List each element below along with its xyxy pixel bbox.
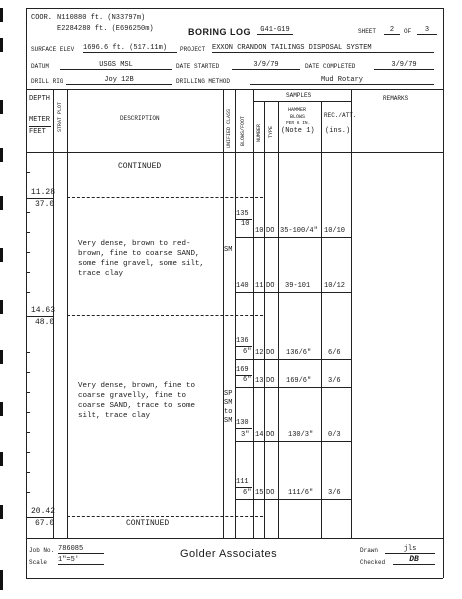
col-blows: BLOWS [290, 114, 306, 120]
col-samples: SAMPLES [286, 92, 312, 99]
col-rec-att: REC./ATT. [324, 112, 357, 119]
layer-2-meter: 14.63 [31, 306, 56, 315]
layer-3-boundary [67, 516, 263, 517]
sample-4-number: 13 [255, 377, 264, 385]
col-note: (Note 1) [281, 127, 315, 135]
sample-5-blows-bottom: 3" [241, 431, 250, 439]
date-started-label: DATE STARTED [176, 63, 220, 70]
sample-1-rec: 10/10 [324, 227, 346, 235]
sample-3-hammer: 136/6" [286, 349, 312, 357]
binder-mark [0, 196, 3, 210]
coord-east: E2284280 ft. (E696250m) [57, 25, 154, 33]
sample-3-number: 12 [255, 349, 264, 357]
sample-1-blows-bottom: 10 [241, 220, 250, 228]
datum-value: USGS MSL [60, 61, 172, 70]
layer-1-description: Very dense, brown to red- brown, fine to coarse SAND, some fine gravel, some silt, trace clay [78, 240, 205, 278]
date-completed-label: DATE COMPLETED [305, 63, 356, 70]
layer-1-class: SM [224, 246, 233, 254]
sheet-of-label: OF [404, 28, 412, 35]
col-number: NUMBER [256, 123, 262, 142]
sample-4-rec: 3/6 [328, 377, 341, 385]
col-unified-class: UNIFIED CLASS [226, 108, 232, 148]
col-blows-foot: BLOWS/FOOT [240, 115, 246, 146]
layer-2-boundary [67, 315, 263, 316]
checked-value: DB [393, 555, 435, 565]
sample-4-hammer: 169/6" [286, 377, 312, 385]
layer-3-feet: 67.0 [35, 519, 55, 528]
sample-3-type: DO [266, 349, 275, 357]
scale-value: 1"=5' [58, 556, 104, 565]
project-label: PROJECT [180, 46, 206, 53]
checked-label: Checked [360, 559, 386, 566]
binder-mark [0, 300, 3, 314]
sample-1-blows-top: 135 [236, 210, 249, 218]
col-per-6in: PER 6 IN. [286, 121, 311, 126]
sample-5-hammer: 130/3" [288, 431, 314, 439]
sample-6-blows-top: 111 [236, 478, 249, 486]
layer-1-meter: 11.28 [31, 188, 56, 197]
col-hammer: HAMMER [288, 107, 307, 113]
sample-5-blows-top: 130 [236, 419, 249, 427]
drawn-label: Drawn [360, 547, 379, 554]
binder-mark [0, 100, 3, 114]
sample-1-type: DO [266, 227, 275, 235]
col-description: DESCRIPTION [120, 115, 160, 122]
sheet-number: 2 [384, 26, 400, 35]
col-remarks: REMARKS [383, 95, 409, 102]
sample-1-number: 10 [255, 227, 264, 235]
layer-1-feet: 37.0 [35, 200, 55, 209]
sample-3-blows-top: 136 [236, 337, 249, 345]
datum-label: DATUM [31, 63, 50, 70]
binder-mark [0, 8, 3, 22]
binder-mark [0, 402, 3, 416]
sample-2-rec: 10/12 [324, 282, 346, 290]
job-value: 786085 [58, 545, 104, 554]
layer-2-feet: 48.0 [35, 318, 55, 327]
sample-1-hammer: 35-100/4" [280, 227, 318, 235]
drilling-method-label: DRILLING METHOD [176, 78, 231, 85]
binder-mark [0, 505, 3, 519]
col-ins: (ins.) [325, 127, 351, 135]
binder-mark [0, 350, 3, 364]
layer-3-meter: 20.42 [31, 507, 56, 516]
surface-elev-value: 1696.6 ft. (517.11m) [83, 44, 177, 53]
sheet-label: SHEET [358, 28, 377, 35]
project-value: EXXON CRANDON TAILINGS DISPOSAL SYSTEM [212, 44, 434, 53]
sample-6-number: 15 [255, 489, 264, 497]
surface-elev-label: SURFACE ELEV [31, 46, 75, 53]
date-started-value: 3/9/79 [232, 61, 300, 70]
drilling-method-value: Mud Rotary [250, 76, 434, 85]
sample-5-type: DO [266, 431, 275, 439]
layer-2-class: SP SM to SM [224, 390, 233, 425]
sample-4-blows-bottom: 6" [243, 376, 252, 384]
col-type: TYPE [268, 125, 274, 138]
col-meter: METER [29, 116, 51, 124]
sample-6-hammer: 111/6" [288, 489, 314, 497]
job-label: Job No. [29, 547, 55, 554]
sample-6-blows-bottom: 6" [243, 489, 252, 497]
sample-4-blows-top: 169 [236, 366, 249, 374]
layer-2-description: Very dense, brown, fine to coarse gravelly, fine to coarse SAND, trace to some silt, trace clay [78, 382, 196, 420]
continued-top: CONTINUED [118, 162, 162, 171]
log-id: G41-G19 [257, 26, 293, 35]
sample-6-type: DO [266, 489, 275, 497]
binder-mark [0, 38, 3, 52]
continued-bottom: CONTINUED [126, 519, 170, 528]
scale-label: Scale [29, 559, 48, 566]
drawn-value: jls [385, 545, 435, 554]
binder-mark [0, 148, 3, 162]
sheet-total: 3 [417, 26, 437, 35]
sample-2-hammer: 39-101 [285, 282, 311, 290]
col-feet: FEET [29, 128, 46, 136]
sample-3-blows-bottom: 6" [243, 348, 252, 356]
col-strat-plot: STRAT PLOT [57, 101, 63, 132]
drill-rig-label: DRILL RIG [31, 78, 64, 85]
layer-1-boundary [67, 197, 263, 198]
sample-3-rec: 6/6 [328, 349, 341, 357]
sample-6-rec: 3/6 [328, 489, 341, 497]
sample-4-type: DO [266, 377, 275, 385]
drill-rig-value: Joy 12B [66, 76, 172, 85]
coord-label: COOR. [31, 14, 53, 22]
sample-2-type: DO [266, 282, 275, 290]
sample-5-rec: 0/3 [328, 431, 341, 439]
coord-north: N110880 ft. (N33797m) [57, 14, 146, 22]
col-depth: DEPTH [29, 95, 51, 103]
binder-mark [0, 248, 3, 262]
sample-2-blows-bottom: 140 [236, 282, 249, 290]
date-completed-value: 3/9/79 [374, 61, 434, 70]
sample-5-number: 14 [255, 431, 264, 439]
company-name: Golder Associates [180, 548, 278, 560]
sample-2-number: 11 [255, 282, 264, 290]
binder-mark [0, 452, 3, 466]
binder-mark [0, 570, 3, 590]
page-title: BORING LOG [188, 27, 251, 37]
